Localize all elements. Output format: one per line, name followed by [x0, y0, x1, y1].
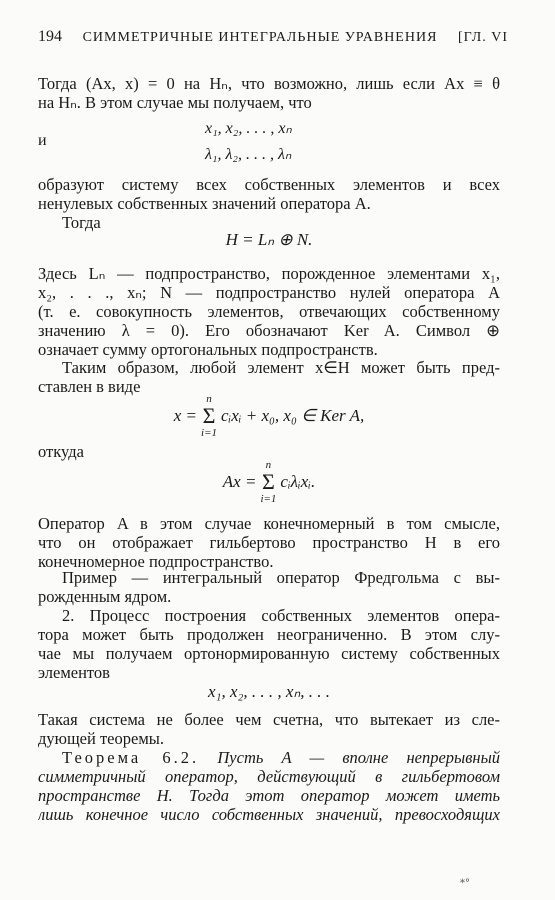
paragraph-2 [38, 175, 500, 232]
text-line: означает сумму ортогональных подпространств. [38, 340, 378, 359]
paragraph-8 [38, 710, 500, 748]
text-line: рожденным ядром. [38, 587, 172, 606]
sum-lower-limit: i=1 [260, 493, 277, 505]
text-line: дующей теоремы. [38, 729, 164, 748]
page-header [38, 28, 508, 46]
chapter-label: [ГЛ. VI [458, 30, 508, 45]
sigma-glyph: Σ [262, 469, 275, 494]
theorem-6-2 [38, 748, 500, 824]
formula-operator-action [38, 458, 500, 508]
sum-upper-limit: n [265, 459, 272, 471]
text-line [38, 748, 500, 767]
formula-lhs: Ax = [222, 472, 257, 491]
text-line: тора может быть продолжен неограниченно. В этом слу- [38, 625, 500, 644]
text-line: Таким образом, любой элемент x∈H может быть пред- [62, 358, 500, 377]
text-line: Такая система не более чем счетна, что вытекает из сле- [38, 710, 500, 729]
text-line: лишь конечное число собственных значений, превосходящих [38, 805, 500, 824]
formula-lhs: x = [173, 406, 198, 425]
formula-rhs: cᵢxᵢ + x₀, x₀ ∈ Ker A, [221, 406, 365, 425]
text-line: Тогда (Ax, x) = 0 на Hₙ, что возможно, лишь если Ax ≡ θ [38, 74, 500, 93]
page-number: 194 [38, 28, 62, 45]
printer-mark: *° [460, 878, 470, 889]
text-line: Тогда [62, 213, 101, 232]
formula-decomposition [38, 392, 500, 442]
text-line: симметричный оператор, действующий в гильбертовом [38, 767, 500, 786]
sigma-glyph: Σ [202, 403, 216, 428]
formula-rhs: cᵢλᵢxᵢ. [280, 472, 316, 491]
running-title: СИММЕТРИЧНЫЕ ИНТЕГРАЛЬНЫЕ УРАВНЕНИЯ [82, 30, 438, 45]
paragraph-6 [38, 568, 500, 606]
text-line: чае мы получаем ортонормированную систему собственных [38, 644, 500, 663]
text-line: (т. е. совокупность элементов, отвечающих собственному [38, 302, 500, 321]
text-line: 2. Процесс построения собственных элементов опера- [62, 606, 500, 625]
sequence-x: x₁, x₂, . . . , xₙ [205, 120, 292, 137]
sum-upper-limit: n [206, 393, 212, 405]
text-line: x₂, . . ., xₙ; N — подпространство нулей оператора A [38, 283, 500, 302]
theorem-text: Пусть A — вполне непрерывный [217, 748, 500, 767]
sum-symbol [201, 392, 217, 440]
text-line: на Hₙ. В этом случае мы получаем, что [38, 93, 312, 112]
conjunction-and: и [38, 132, 47, 149]
theorem-label: Теорема 6.2. [62, 748, 200, 767]
paragraph-3 [38, 264, 500, 359]
text-line: Здесь Lₙ — подпространство, порожденное элементами x₁, [38, 264, 500, 283]
text-line: откуда [38, 442, 84, 461]
paragraph-5 [38, 514, 500, 571]
formula-infinite-sequence: x₁, x₂, . . . , xₙ, . . . [208, 682, 330, 701]
paragraph-4 [38, 358, 500, 396]
text-line: конечномерное подпространство. [38, 552, 274, 571]
text-line: Оператор A в этом случае конечномерный в том смысле, [38, 514, 500, 533]
text-line: образуют систему всех собственных элементов и всех [38, 175, 500, 194]
text-line: значению λ = 0). Его обозначают Ker A. Символ ⊕ [38, 321, 500, 340]
paragraph-1 [38, 74, 500, 112]
text-line: Пример — интегральный оператор Фредгольма с вы- [62, 568, 500, 587]
sequence-lambda: λ₁, λ₂, . . . , λₙ [205, 146, 292, 163]
text-line: ставлен в виде [38, 377, 141, 396]
text-line: элементов [38, 663, 110, 682]
text-line: что он отображает гильбертово пространство H в его [38, 533, 500, 552]
paragraph-7 [38, 606, 500, 682]
sum-symbol [260, 458, 276, 506]
text-line: ненулевых собственных значений оператора A. [38, 194, 371, 213]
text-line: пространстве H. Тогда этот оператор может иметь [38, 786, 500, 805]
formula-direct-sum: H = Lₙ ⊕ N. [225, 230, 313, 249]
sum-lower-limit: i=1 [201, 427, 217, 439]
